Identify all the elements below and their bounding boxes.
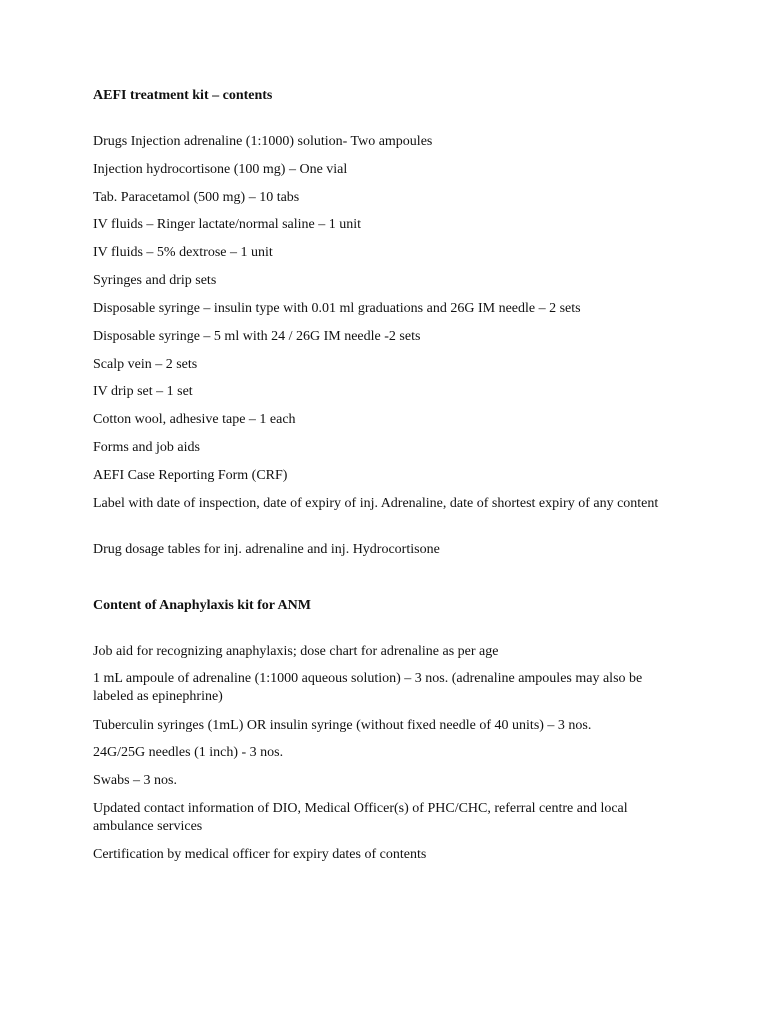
list-item: AEFI Case Reporting Form (CRF) (93, 468, 288, 483)
list-item: 1 mL ampoule of adrenaline (1:1000 aqueous solution) – 3 nos. (adrenaline ampoules may also be labeled as epinephrine) (93, 671, 643, 704)
list-item: Forms and job aids (93, 440, 200, 455)
section-heading-anaphylaxis-kit: Content of Anaphylaxis kit for ANM (93, 598, 311, 613)
list-item: Drug dosage tables for inj. adrenaline and inj. Hydrocortisone (93, 542, 440, 557)
list-item: IV drip set – 1 set (93, 384, 193, 399)
list-item: Disposable syringe – 5 ml with 24 / 26G IM needle -2 sets (93, 329, 421, 344)
list-item: Cotton wool, adhesive tape – 1 each (93, 412, 296, 427)
list-item: Job aid for recognizing anaphylaxis; dose chart for adrenaline as per age (93, 644, 499, 659)
list-item: Disposable syringe – insulin type with 0.01 ml graduations and 26G IM needle – 2 sets (93, 301, 581, 316)
list-item: 24G/25G needles (1 inch) - 3 nos. (93, 745, 284, 760)
list-item: Tuberculin syringes (1mL) OR insulin syringe (without fixed needle of 40 units) – 3 nos. (93, 718, 592, 733)
list-item: Label with date of inspection, date of expiry of inj. Adrenaline, date of shortest expiry of any content (93, 496, 659, 511)
list-item: IV fluids – 5% dextrose – 1 unit (93, 245, 273, 260)
list-item: Tab. Paracetamol (500 mg) – 10 tabs (93, 190, 300, 205)
list-item: Scalp vein – 2 sets (93, 357, 198, 372)
list-item: Certification by medical officer for expiry dates of contents (93, 847, 427, 862)
section-heading-aefi-kit: AEFI treatment kit – contents (93, 88, 273, 103)
list-item: Syringes and drip sets (93, 273, 217, 288)
list-item: Drugs Injection adrenaline (1:1000) solution- Two ampoules (93, 134, 433, 149)
list-item: Injection hydrocortisone (100 mg) – One vial (93, 162, 348, 177)
list-item: Updated contact information of DIO, Medical Officer(s) of PHC/CHC, referral centre and local ambulance services (93, 801, 628, 834)
list-item: IV fluids – Ringer lactate/normal saline – 1 unit (93, 217, 362, 232)
list-item: Swabs – 3 nos. (93, 773, 178, 788)
